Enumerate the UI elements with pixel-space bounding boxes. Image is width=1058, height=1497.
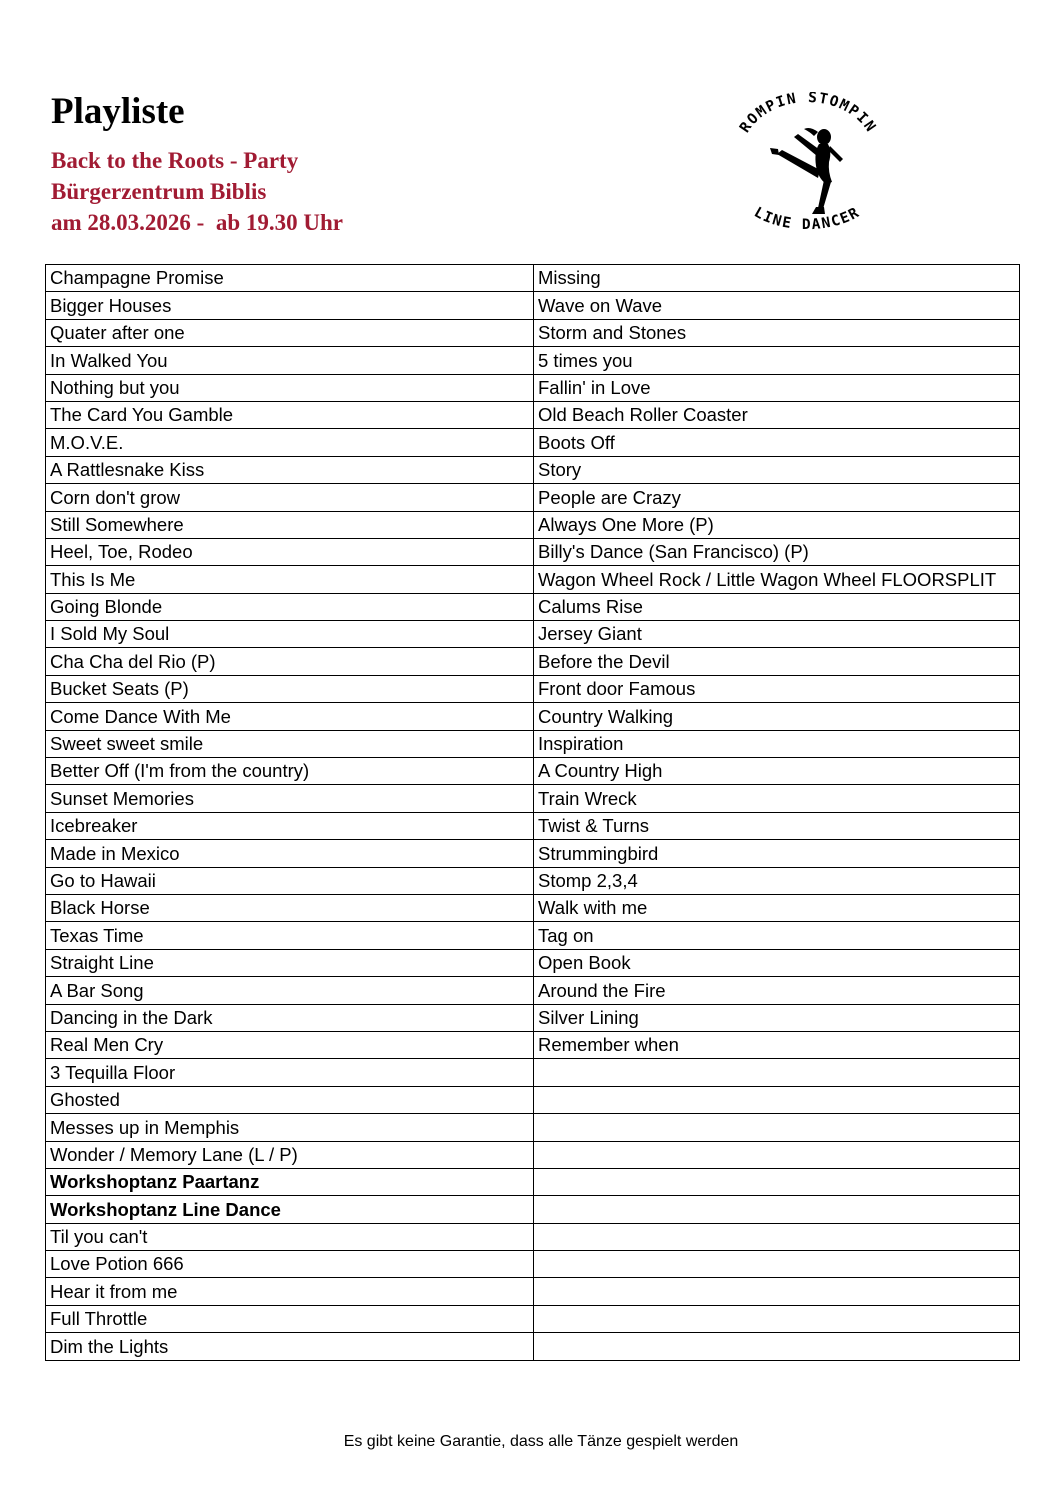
dance-title-left: Come Dance With Me (46, 703, 534, 730)
svg-text:ROMPIN STOMPIN: ROMPIN STOMPIN (737, 92, 879, 136)
page-title: Playliste (51, 91, 185, 132)
dance-title-right: Around the Fire (534, 977, 1020, 1004)
playlist-body (46, 265, 1020, 1361)
dance-title-right (534, 1223, 1020, 1250)
dance-title-left: A Bar Song (46, 977, 534, 1004)
dance-title-right (534, 1305, 1020, 1332)
dance-title-left: Still Somewhere (46, 511, 534, 538)
dance-title-right (534, 1141, 1020, 1168)
table-row (46, 675, 1020, 702)
table-row (46, 785, 1020, 812)
dance-title-right: Stomp 2,3,4 (534, 867, 1020, 894)
table-row (46, 1141, 1020, 1168)
dance-title-left: Hear it from me (46, 1278, 534, 1305)
table-row (46, 1305, 1020, 1332)
dance-title-left: Love Potion 666 (46, 1251, 534, 1278)
dance-title-right: Old Beach Roller Coaster (534, 401, 1020, 428)
dance-title-right: Open Book (534, 949, 1020, 976)
table-row (46, 1223, 1020, 1250)
table-row (46, 566, 1020, 593)
table-row (46, 319, 1020, 346)
table-row (46, 1333, 1020, 1360)
table-row (46, 730, 1020, 757)
dance-title-right: Missing (534, 265, 1020, 292)
table-row (46, 867, 1020, 894)
table-row (46, 1278, 1020, 1305)
table-row (46, 894, 1020, 921)
dance-title-left: Icebreaker (46, 812, 534, 839)
dance-title-right: People are Crazy (534, 484, 1020, 511)
dance-title-left: Black Horse (46, 894, 534, 921)
dance-title-right: Storm and Stones (534, 319, 1020, 346)
event-venue: Bürgerzentrum Biblis (51, 179, 267, 204)
table-row (46, 401, 1020, 428)
dance-title-left: Corn don't grow (46, 484, 534, 511)
event-info (51, 145, 343, 238)
dance-title-right (534, 1086, 1020, 1113)
dance-title-left: Bucket Seats (P) (46, 675, 534, 702)
dance-title-right: Jersey Giant (534, 621, 1020, 648)
dance-title-right: Calums Rise (534, 593, 1020, 620)
dance-title-left: Full Throttle (46, 1305, 534, 1332)
dance-title-right: Wave on Wave (534, 292, 1020, 319)
dance-title-right: Train Wreck (534, 785, 1020, 812)
event-date-time: am 28.03.2026 - ab 19.30 Uhr (51, 210, 343, 235)
dance-title-right: Remember when (534, 1031, 1020, 1058)
dance-title-left: Sweet sweet smile (46, 730, 534, 757)
dance-title-right (534, 1251, 1020, 1278)
svg-text:LINE DANCER: LINE DANCER (751, 204, 863, 234)
table-row (46, 621, 1020, 648)
dance-title-right (534, 1059, 1020, 1086)
dance-title-right (534, 1168, 1020, 1195)
table-row (46, 593, 1020, 620)
dance-title-left: Texas Time (46, 922, 534, 949)
dance-title-left: Go to Hawaii (46, 867, 534, 894)
dance-title-left: Dim the Lights (46, 1333, 534, 1360)
line-dancer-logo-icon (722, 92, 892, 252)
dance-title-right (534, 1333, 1020, 1360)
dance-title-left: Sunset Memories (46, 785, 534, 812)
dance-title-left: 3 Tequilla Floor (46, 1059, 534, 1086)
table-row (46, 758, 1020, 785)
table-row (46, 429, 1020, 456)
dance-title-left: Bigger Houses (46, 292, 534, 319)
dance-title-right: Strummingbird (534, 840, 1020, 867)
dance-title-left: Cha Cha del Rio (P) (46, 648, 534, 675)
dance-title-right: Always One More (P) (534, 511, 1020, 538)
dance-title-left: Workshoptanz Line Dance (46, 1196, 534, 1223)
dance-title-left: Real Men Cry (46, 1031, 534, 1058)
dance-title-right: Tag on (534, 922, 1020, 949)
dance-title-right: Twist & Turns (534, 812, 1020, 839)
table-row (46, 949, 1020, 976)
table-row (46, 1196, 1020, 1223)
dance-title-left: I Sold My Soul (46, 621, 534, 648)
dance-title-right: Boots Off (534, 429, 1020, 456)
table-row (46, 511, 1020, 538)
dance-title-left: Made in Mexico (46, 840, 534, 867)
dance-title-right (534, 1278, 1020, 1305)
dance-title-left: Til you can't (46, 1223, 534, 1250)
dance-title-right: Wagon Wheel Rock / Little Wagon Wheel FLOORSPLIT (534, 566, 1020, 593)
table-row (46, 977, 1020, 1004)
dance-title-left: Nothing but you (46, 374, 534, 401)
table-row (46, 1004, 1020, 1031)
dance-title-left: Better Off (I'm from the country) (46, 758, 534, 785)
dance-title-right: Front door Famous (534, 675, 1020, 702)
table-row (46, 265, 1020, 292)
dance-title-right: Billy's Dance (San Francisco) (P) (534, 538, 1020, 565)
dance-title-left: Straight Line (46, 949, 534, 976)
dance-title-right: Before the Devil (534, 648, 1020, 675)
footer-note: Es gibt keine Garantie, dass alle Tänze gespielt werden (343, 1433, 739, 1450)
table-row (46, 538, 1020, 565)
dance-title-left: Champagne Promise (46, 265, 534, 292)
table-row (46, 812, 1020, 839)
dance-title-left: Workshoptanz Paartanz (46, 1168, 534, 1195)
dance-title-right: Story (534, 456, 1020, 483)
dance-title-right: Country Walking (534, 703, 1020, 730)
dance-title-right: Fallin' in Love (534, 374, 1020, 401)
dance-title-left: Heel, Toe, Rodeo (46, 538, 534, 565)
dance-title-right: Inspiration (534, 730, 1020, 757)
table-row (46, 1251, 1020, 1278)
table-row (46, 1114, 1020, 1141)
dance-title-left: Dancing in the Dark (46, 1004, 534, 1031)
table-row (46, 1168, 1020, 1195)
dance-title-left: In Walked You (46, 347, 534, 374)
table-row (46, 703, 1020, 730)
dance-title-right (534, 1114, 1020, 1141)
dance-title-left: M.O.V.E. (46, 429, 534, 456)
table-row (46, 456, 1020, 483)
table-row (46, 292, 1020, 319)
table-row (46, 484, 1020, 511)
table-row (46, 840, 1020, 867)
dance-title-left: Messes up in Memphis (46, 1114, 534, 1141)
table-row (46, 1059, 1020, 1086)
playlist-table (45, 264, 1020, 1361)
dance-title-right: A Country High (534, 758, 1020, 785)
table-row (46, 922, 1020, 949)
table-row (46, 648, 1020, 675)
table-row (46, 347, 1020, 374)
dance-title-left: Ghosted (46, 1086, 534, 1113)
table-row (46, 1031, 1020, 1058)
dance-title-right: 5 times you (534, 347, 1020, 374)
dance-title-left: Wonder / Memory Lane (L / P) (46, 1141, 534, 1168)
table-row (46, 1086, 1020, 1113)
dance-title-right: Walk with me (534, 894, 1020, 921)
dance-title-left: A Rattlesnake Kiss (46, 456, 534, 483)
event-name: Back to the Roots - Party (51, 148, 299, 173)
dance-title-left: This Is Me (46, 566, 534, 593)
dance-title-right: Silver Lining (534, 1004, 1020, 1031)
table-row (46, 374, 1020, 401)
dance-title-right (534, 1196, 1020, 1223)
dance-title-left: Quater after one (46, 319, 534, 346)
dance-title-left: The Card You Gamble (46, 401, 534, 428)
dance-title-left: Going Blonde (46, 593, 534, 620)
